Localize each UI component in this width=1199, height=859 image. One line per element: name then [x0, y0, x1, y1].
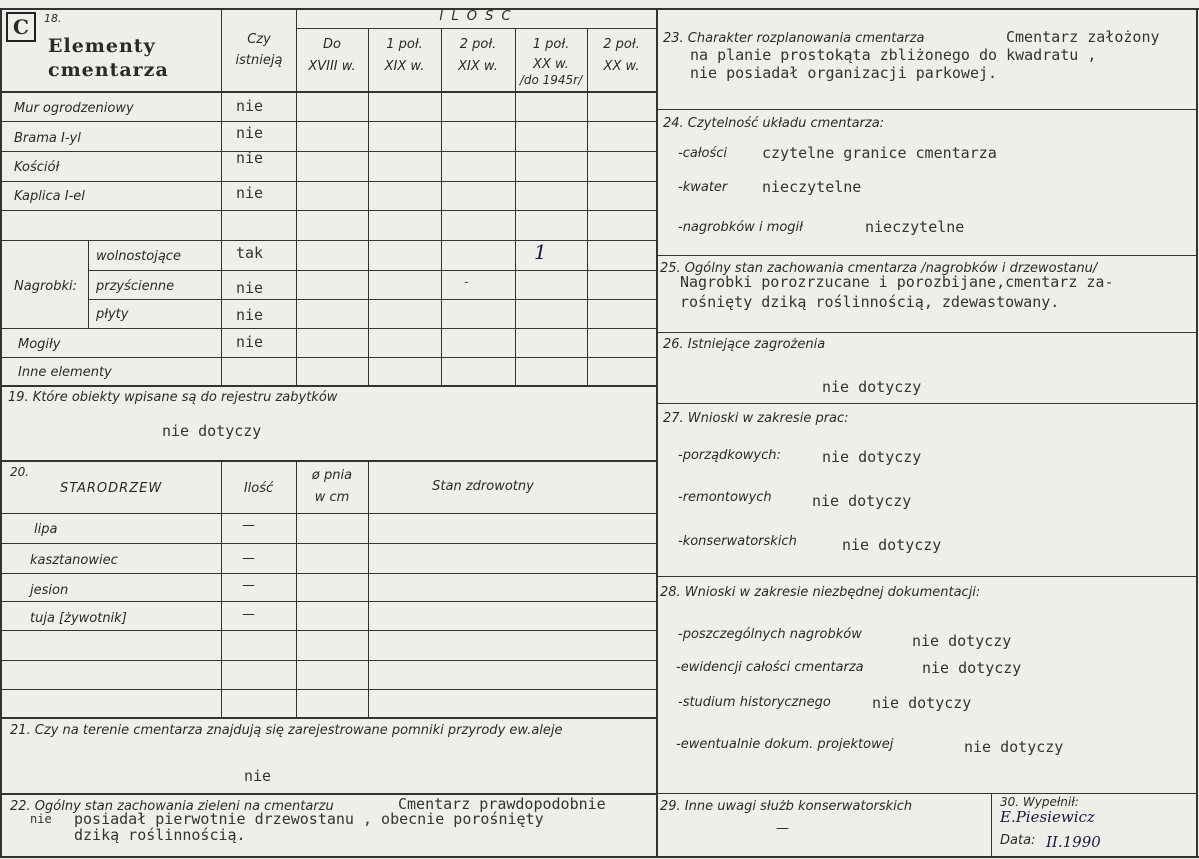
section18-title-1: Elementy	[48, 35, 156, 57]
s22-title: 22. Ogólny stan zachowania zieleni na cmentarzu	[10, 799, 334, 814]
col-header-3-line1: 1 poł.	[532, 37, 570, 52]
s30-date: II.1990	[1046, 833, 1101, 851]
s23-title: 23. Charakter rozplanowania cmentarza	[663, 31, 925, 46]
s20-title: STARODRZEW	[60, 481, 163, 496]
s29-value: —	[776, 821, 789, 836]
s28-item-1-label: -ewidencji całości cmentarza	[676, 660, 864, 675]
s30-title: 30. Wypełnił:	[1000, 795, 1079, 809]
nagrobki-przyscienne-label: przyścienne	[96, 279, 175, 294]
frame-left	[0, 8, 2, 858]
nagrobki-wolnostojace-mark: 1	[534, 240, 547, 264]
tree-name-0: lipa	[34, 522, 58, 537]
col-header-1-line2: XIX w.	[384, 59, 425, 74]
col-header-4-line2: XX w.	[603, 59, 640, 74]
row-label-brama: Brama I-yl	[14, 131, 81, 146]
s28-item-0-label: -poszczególnych nagrobków	[678, 627, 862, 642]
s24-item-2-label: -nagrobków i mogił	[678, 220, 803, 235]
s24-item-0-label: -całości	[678, 146, 728, 161]
nagrobki-przyscienne-mark: -	[464, 275, 469, 290]
s20-number: 20.	[10, 465, 30, 479]
col-header-2-line2: XIX w.	[458, 59, 498, 74]
s27-item-1-label: -remontowych	[678, 490, 772, 505]
s24-item-1-value: nieczytelne	[762, 178, 862, 196]
s22-line2-prefix: nie	[30, 812, 52, 826]
col-header-0-line1: Do	[323, 37, 341, 52]
frame-right	[1196, 8, 1198, 858]
section18-title-2: cmentarza	[48, 59, 169, 81]
s22-line2: posiadał pierwotnie drzewostanu , obecnie porośnięty	[74, 810, 544, 828]
tree-name-2: jesion	[30, 583, 69, 598]
s25-line2: rośnięty dziką roślinnością, zdewastowany.	[680, 293, 1060, 311]
nagrobki-plyty-exists: nie	[236, 306, 264, 324]
s20-col-pnia-1: ø pnia	[311, 468, 353, 483]
s28-item-1-value: nie dotyczy	[922, 659, 1022, 677]
s21-value: nie	[244, 767, 272, 785]
s21-title: 21. Czy na terenie cmentarza znajdują się zarejestrowane pomniki przyrody ew.aleje	[10, 723, 563, 738]
s28-item-2-value: nie dotyczy	[872, 694, 972, 712]
s30-name: E.Piesiewicz	[1000, 808, 1095, 826]
nagrobki-wolnostojace-label: wolnostojące	[96, 249, 181, 264]
tree-qty-2: —	[242, 578, 255, 593]
frame-bottom	[0, 856, 1199, 858]
s26-value: nie dotyczy	[822, 378, 922, 396]
tree-qty-1: —	[242, 551, 255, 566]
s27-item-0-value: nie dotyczy	[822, 448, 922, 466]
s27-title: 27. Wnioski w zakresie prac:	[663, 411, 849, 426]
s25-line1: Nagrobki porozrzucane i porozbijane,cmentarz za-	[680, 273, 1114, 291]
row-exists-brama: nie	[236, 124, 264, 142]
nagrobki-plyty-label: płyty	[96, 307, 129, 322]
tree-name-3: tuja [żywotnik]	[30, 611, 127, 626]
col-exist-header-2: istnieją	[235, 53, 283, 68]
s28-item-2-label: -studium historycznego	[678, 695, 831, 710]
col-ilosc-header: I L O S C	[439, 9, 513, 24]
nagrobki-label: Nagrobki:	[14, 279, 78, 294]
s24-item-2-value: nieczytelne	[865, 218, 965, 236]
s28-item-0-value: nie dotyczy	[912, 632, 1012, 650]
mogily-label: Mogiły	[18, 337, 61, 352]
row-label-mur: Mur ogrodzeniowy	[14, 101, 134, 116]
col-header-1-line1: 1 poł.	[386, 37, 423, 52]
s19-value: nie dotyczy	[162, 422, 262, 440]
s20-col-stan: Stan zdrowotny	[432, 479, 534, 494]
s20-col-pnia-2: w cm	[314, 490, 350, 505]
s19-title: 19. Które obiekty wpisane są do rejestru zabytków	[8, 390, 338, 405]
s23-line1: Cmentarz założony	[1006, 28, 1160, 46]
row-exists-mur: nie	[236, 97, 264, 115]
s22-line3: dziką roślinnością.	[74, 826, 246, 844]
section18-number: 18.	[44, 12, 62, 25]
s28-item-3-value: nie dotyczy	[964, 738, 1064, 756]
row-exists-kaplica: nie	[236, 184, 264, 202]
inne-elementy-label: Inne elementy	[18, 365, 112, 380]
s27-item-2-label: -konserwatorskich	[678, 534, 797, 549]
nagrobki-wolnostojace-exists: tak	[236, 244, 264, 262]
section-letter: C	[6, 12, 36, 42]
col-header-0-line2: XVIII w.	[308, 59, 356, 74]
center-divider	[656, 8, 658, 858]
s25-title: 25. Ogólny stan zachowania cmentarza /nagrobków i drzewostanu/	[660, 261, 1098, 276]
col-header-4-line1: 2 poł.	[603, 37, 640, 52]
mogily-exists: nie	[236, 333, 264, 351]
nagrobki-przyscienne-exists: nie	[236, 279, 264, 297]
s23-line3: nie posiadał organizacji parkowej.	[690, 64, 998, 82]
row-label-kaplica: Kaplica I-el	[14, 189, 85, 204]
s28-item-3-label: -ewentualnie dokum. projektowej	[676, 737, 894, 752]
s24-title: 24. Czytelność układu cmentarza:	[663, 116, 885, 131]
s28-title: 28. Wnioski w zakresie niezbędnej dokumentacji:	[660, 585, 981, 600]
row-label-kosciol: Kościół	[14, 160, 60, 175]
s22-line1: Cmentarz prawdopodobnie	[398, 795, 606, 813]
tree-qty-3: —	[242, 607, 255, 622]
s24-item-0-value: czytelne granice cmentarza	[762, 144, 997, 162]
s27-item-2-value: nie dotyczy	[842, 536, 942, 554]
s24-item-1-label: -kwater	[678, 180, 728, 195]
s30-date-label: Data:	[1000, 833, 1036, 848]
col-header-2-line1: 2 poł.	[459, 37, 497, 52]
row-exists-kosciol: nie	[236, 149, 264, 167]
s29-title: 29. Inne uwagi służb konserwatorskich	[660, 799, 913, 814]
s20-col-ilosc: Ilość	[243, 481, 274, 496]
s23-line2: na planie prostokąta zbliżonego do kwadratu ,	[690, 46, 1097, 64]
s26-title: 26. Istniejące zagrożenia	[663, 337, 826, 352]
s27-item-0-label: -porządkowych:	[678, 448, 781, 463]
s27-item-1-value: nie dotyczy	[812, 492, 912, 510]
col-header-3-line3: /do 1945r/	[519, 73, 583, 87]
tree-name-1: kasztanowiec	[30, 553, 118, 568]
col-exist-header-1: Czy	[247, 32, 271, 47]
col-header-3-line2: XX w.	[533, 57, 569, 72]
tree-qty-0: —	[242, 518, 255, 533]
